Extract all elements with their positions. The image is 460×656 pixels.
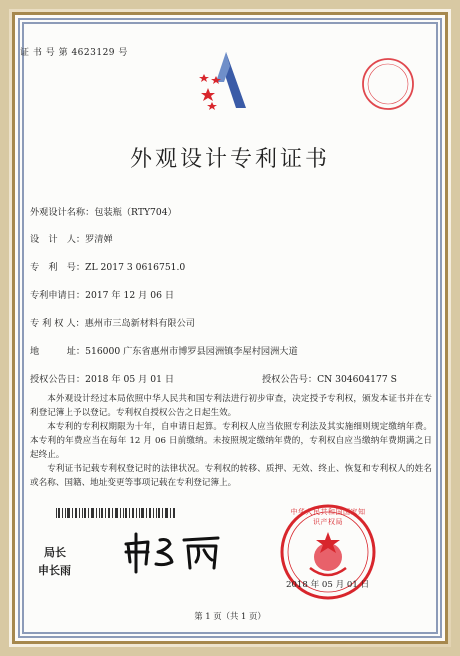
address-value: 516000 广东省惠州市博罗县园洲镇李屋村园洲大道 [85,346,298,357]
grant-date-value: 2018 年 05 月 01 日 [85,374,175,385]
grant-number-label: 授权公告号： [262,374,318,385]
design-name-label: 外观设计名称： [30,207,95,218]
grant-date-row [30,371,174,385]
paragraph-registry: 专利证书记载专利权登记时的法律状况。专利权的转移、质押、无效、终止、恢复和专利权人的姓名或名称、国籍、地址变更等事项记载在专利登记簿上。 [30,464,432,489]
designer-label: 设 计 人： [30,234,86,245]
patent-number-label: 专 利 号： [30,262,86,273]
seal-date: 2018 年 05 月 01 日 [286,580,370,590]
filing-date-label: 专利申请日： [30,290,86,301]
grant-number-value: CN 304604177 S [317,374,397,385]
signature [118,530,228,574]
patent-number-row [30,259,185,273]
address-row [30,343,298,357]
signer-title: 局长 [44,546,66,559]
page-number: 第 1 页（共 1 页） [194,611,266,621]
address-label: 地 址： [30,346,86,357]
grant-number-row [262,371,397,385]
barcode [56,508,176,518]
design-name-row [30,204,177,218]
filing-date-row [30,287,174,301]
patentee-label: 专 利 权 人： [30,318,85,329]
patentee-value: 惠州市三岛新材料有限公司 [84,318,195,329]
designer-row [30,231,113,245]
patentee-row [30,315,195,329]
grant-date-label: 授权公告日： [30,374,86,385]
paragraph-term: 本专利的专利权期限为十年，自申请日起算。专利权人应当依照专利法及其实施细则规定缴纳年费。本专利的年费应当在每年 12 月 06 日前缴纳。未按照规定缴纳年费的，专利权自应当缴纳年费期满之日起终止。 [30,422,432,461]
seal-text: 中华人民共和国国家知识产权局 [290,508,366,526]
certificate-number: 证 书 号 第 4623129 号 [20,48,128,58]
design-name-value: 包装瓶（RTY704） [94,207,177,218]
signer-name: 申长雨 [38,564,71,577]
designer-value: 罗清婵 [85,234,113,245]
agency-stamp [360,56,416,112]
certificate-title: 外观设计专利证书 [129,147,330,172]
patent-number-value: ZL 2017 3 0616751.0 [85,262,186,273]
paragraph-grant: 本外观设计经过本局依照中华人民共和国专利法进行初步审查，决定授予专利权，颁发本证书并在专利登记簿上予以登记。专利权自授权公告之日起生效。 [30,394,432,419]
filing-date-value: 2017 年 12 月 06 日 [85,290,175,301]
patent-office-logo [198,48,254,120]
